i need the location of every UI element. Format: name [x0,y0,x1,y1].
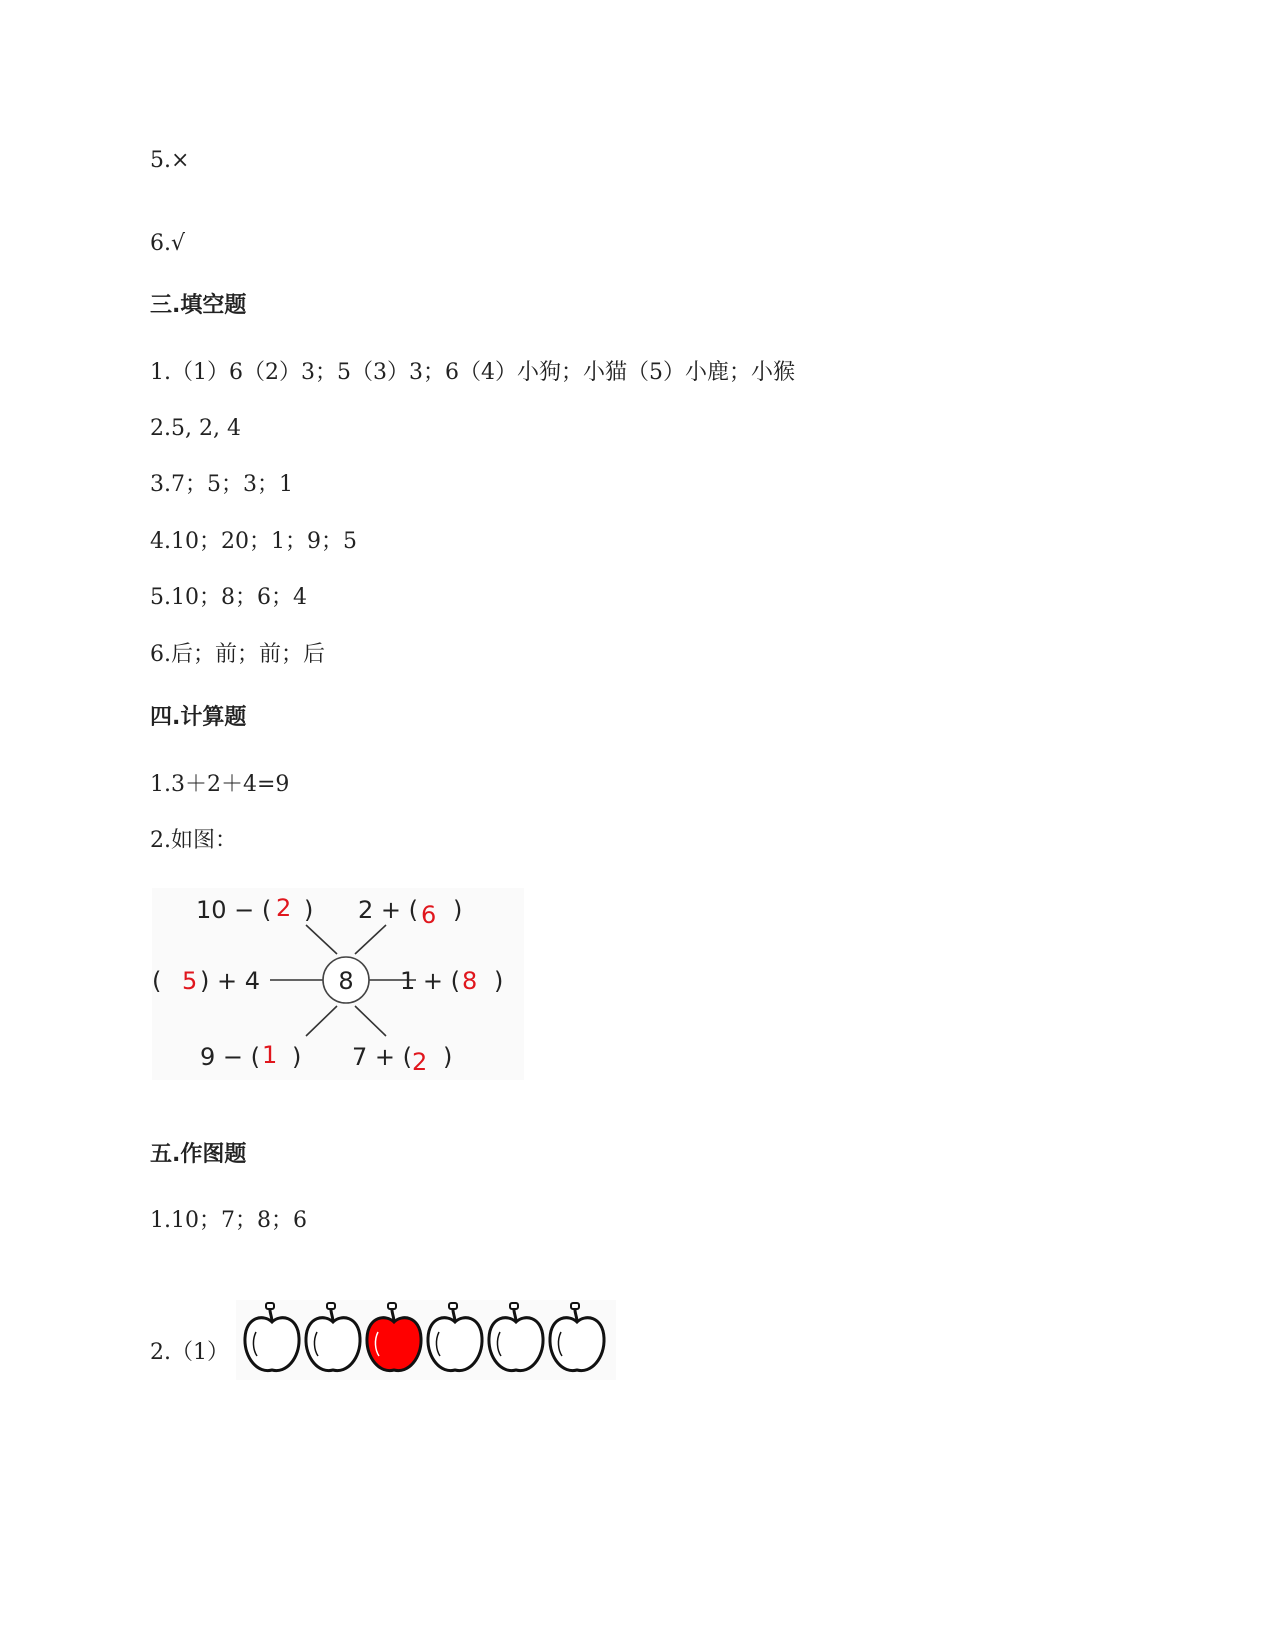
bottom-left-expr: 9 − ( [200,1043,260,1071]
bottom-left-answer: 1 [262,1041,278,1069]
draw-item-2: 2.（1） [150,1340,229,1365]
section-3-title: 三.填空题 [150,293,247,318]
right-expr: 1 + ( [400,967,460,995]
section-4-title: 四.计算题 [150,705,247,730]
calc-item-1: 1.3＋2＋4=9 [150,772,290,797]
top-right-expr: 2 + ( [358,896,418,924]
right-answer: 8 [462,967,478,995]
apple-icon [245,1303,299,1371]
left-answer: 5 [182,967,198,995]
number-web-diagram [152,888,524,1080]
fill-item-3: 3.7；5；3；1 [150,472,293,497]
judge-item-5: 5.× [150,148,190,173]
bottom-right-expr: 7 + ( [352,1043,412,1071]
left-expr: ) + 4 [200,967,260,995]
section-5-title: 五.作图题 [150,1142,247,1167]
spoke-top-right [355,925,386,954]
apple-row [236,1300,616,1380]
spoke-bottom-left [306,1006,337,1036]
bottom-left-close: ) [292,1043,302,1071]
top-right-answer: 6 [421,901,437,929]
top-left-close: ) [304,896,314,924]
bottom-right-close: ) [443,1043,453,1071]
top-left-expr: 10 − ( [196,896,272,924]
left-open: ( [152,967,162,995]
apple-icon [489,1303,543,1371]
fill-item-5: 5.10；8；6；4 [150,585,307,610]
spoke-bottom-right [355,1006,386,1036]
right-close: ) [494,967,504,995]
calc-item-2: 2.如图： [150,828,237,853]
center-number: 8 [338,967,354,995]
top-right-close: ) [453,896,463,924]
apple-icon [550,1303,604,1371]
fill-item-1: 1.（1）6（2）3；5（3）3；6（4）小狗；小猫（5）小鹿；小猴 [150,360,795,385]
apple-icon [428,1303,482,1371]
judge-item-6: 6.√ [150,231,186,256]
fill-item-2: 2.5, 2, 4 [150,416,241,441]
bottom-right-answer: 2 [412,1048,428,1076]
draw-item-1: 1.10；7；8；6 [150,1208,307,1233]
spoke-top-left [306,925,337,954]
fill-item-6: 6.后；前；前；后 [150,642,325,667]
top-left-answer: 2 [276,894,292,922]
fill-item-4: 4.10；20；1；9；5 [150,529,357,554]
apple-icon-highlighted [367,1303,421,1371]
apple-icon [306,1303,360,1371]
